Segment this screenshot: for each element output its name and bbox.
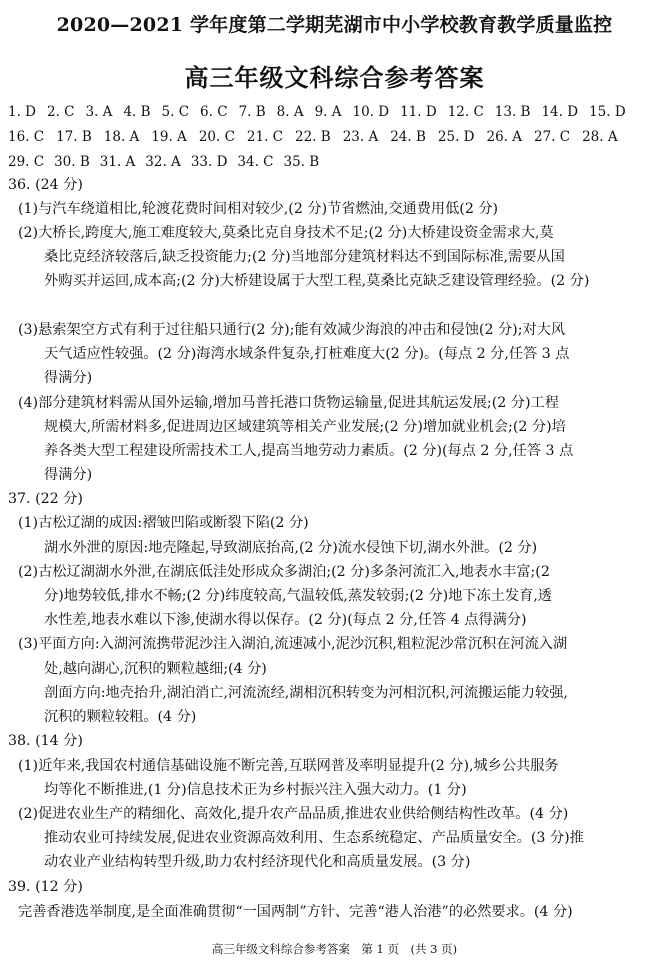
answer-item: 35. B	[283, 154, 320, 170]
answer-item: 18. A	[103, 129, 140, 145]
answer-item: 20. C	[198, 129, 235, 145]
question-36-heading: 36. (24 分)	[8, 177, 83, 193]
answer-line: 水性差,地表水难以下渗,使湖水得以保存。(2 分)(每点 2 分,任答 4 点得满分)	[44, 612, 527, 628]
answer-line: 动农业产业结构转型升级,助力农村经济现代化和高质量发展。(3 分)	[44, 854, 471, 870]
page-footer: 高三年级文科综合参考答案 第 1 页 (共 3 页)	[211, 942, 458, 956]
answer-item: 3. A	[85, 104, 113, 120]
answer-line: 得满分)	[44, 370, 93, 386]
answer-line: (3)悬索架空方式有利于过往船只通行(2 分);能有效减少海浪的冲击和侵蚀(2 分);对大风	[18, 322, 566, 338]
answer-item: 14. D	[541, 104, 579, 120]
answer-item: 11. D	[400, 104, 437, 120]
answer-line: 沉积的颗粒较粗。(4 分)	[44, 709, 197, 725]
question-39-heading: 39. (12 分)	[8, 879, 83, 895]
answer-line: 推动农业可持续发展,促进农业资源高效利用、生态系统稳定、产品质量安全。(3 分)推	[44, 830, 584, 846]
answer-item: 15. D	[589, 104, 626, 120]
answer-line: 剖面方向:地壳抬升,湖泊消亡,河流流经,湖相沉积转变为河相沉积,河流搬运能力较强,	[44, 685, 568, 701]
answer-line: (2)促进农业生产的精细化、高效化,提升农产品品质,推进农业供给侧结构性改革。(4 分)	[18, 806, 569, 822]
answer-item: 34. C	[237, 154, 274, 170]
document-subtitle: 高三年级文科综合参考答案	[184, 63, 485, 92]
question-37-heading: 37. (22 分)	[8, 491, 83, 507]
answer-item: 2. C	[47, 104, 75, 120]
answer-line: 湖水外泄的原因:地壳隆起,导致湖底抬高,(2 分)流水侵蚀下切,湖水外泄。(2 分)	[44, 540, 538, 556]
answer-item: 9. A	[314, 104, 342, 120]
answer-line: (3)平面方向:入湖河流携带泥沙注入湖泊,流速减小,泥沙沉积,粗粒泥沙常沉积在河流入湖	[18, 636, 568, 652]
answer-item: 12. C	[447, 104, 484, 120]
answer-item: 29. C	[8, 154, 45, 170]
answer-line: (1)近年来,我国农村通信基础设施不断完善,互联网普及率明显提升(2 分),城乡公共服务	[18, 758, 559, 774]
answer-item: 13. B	[494, 104, 531, 120]
answer-line: (1)与汽车绕道相比,轮渡花费时间相对较少,(2 分)节省燃油,交通费用低(2 分)	[18, 201, 499, 217]
answer-item: 10. D	[352, 104, 390, 120]
answer-item: 24. B	[390, 129, 426, 145]
answer-line: 外购买并运回,成本高;(2 分)大桥建设属于大型工程,莫桑比克缺乏建设管理经验。(2 分)	[44, 273, 590, 289]
answer-item: 17. B	[56, 129, 92, 145]
answer-item: 22. B	[295, 129, 331, 145]
answer-line: 分)地势较低,排水不畅;(2 分)纬度较高,气温较低,蒸发较弱;(2 分)地下冻土发育,透	[44, 588, 552, 604]
answer-item: 1. D	[8, 104, 36, 120]
answer-line: 完善香港选举制度,是全面准确贯彻“一国两制”方针、完善“港人治港”的必然要求。(4 分)	[18, 904, 573, 920]
answer-line: (4)部分建筑材料需从国外运输,增加马普托港口货物运输量,促进其航运发展;(2 分)工程	[18, 395, 559, 411]
answer-line: (1)古松辽湖的成因:褶皱凹陷或断裂下陷(2 分)	[18, 515, 309, 531]
answer-line: 养各类大型工程建设所需技术工人,提高当地劳动力素质。(2 分)(每点 2 分,任答 3 点	[44, 443, 574, 459]
answer-item: 32. A	[145, 154, 181, 170]
answer-line: 处,越向湖心,沉积的颗粒越细;(4 分)	[44, 661, 267, 677]
answer-row-3	[8, 154, 663, 170]
answer-item: 8. A	[276, 104, 304, 120]
answer-item: 25. D	[437, 129, 475, 145]
answer-line: 规模大,所需材料多,促进周边区域建筑等相关产业发展;(2 分)增加就业机会;(2 分)培	[44, 419, 566, 435]
answer-item: 5. C	[161, 104, 190, 120]
answer-line: 天气适应性较强。(2 分)海湾水域条件复杂,打桩难度大(2 分)。(每点 2 分,任答 3 点	[44, 346, 570, 362]
answer-item: 4. B	[123, 104, 151, 120]
document-title: 2020—2021 学年度第二学期芜湖市中小学校教育教学质量监控	[56, 14, 613, 36]
answer-line: (2)大桥长,跨度大,施工难度较大,莫桑比克自身技术不足;(2 分)大桥建设资金需求大,莫	[18, 225, 554, 241]
answer-row-1	[8, 104, 663, 120]
answer-item: 33. D	[190, 154, 228, 170]
answer-item: 28. A	[582, 129, 618, 145]
answer-item: 26. A	[486, 129, 522, 145]
answer-item: 27. C	[534, 129, 571, 145]
question-38-heading: 38. (14 分)	[8, 733, 83, 749]
answer-row-2	[8, 129, 663, 145]
answer-item: 7. B	[238, 104, 266, 120]
answer-item: 16. C	[8, 129, 45, 145]
answer-item: 23. A	[342, 129, 379, 145]
answer-line: 得满分)	[44, 467, 93, 483]
answer-item: 21. C	[246, 129, 283, 145]
answer-line: (2)古松辽湖湖水外泄,在湖底低洼处形成众多湖泊;(2 分)多条河流汇入,地表水丰富;(2	[18, 564, 550, 580]
answer-line: 桑比克经济较落后,缺乏投资能力;(2 分)当地部分建筑材料达不到国际标准,需要从国	[44, 249, 565, 265]
answer-item: 31. A	[99, 154, 136, 170]
answer-item: 6. C	[200, 104, 228, 120]
answer-item: 19. A	[151, 129, 187, 145]
answer-line: 均等化不断推进,(1 分)信息技术正为乡村振兴注入强大动力。(1 分)	[44, 782, 467, 798]
answer-item: 30. B	[54, 154, 90, 170]
